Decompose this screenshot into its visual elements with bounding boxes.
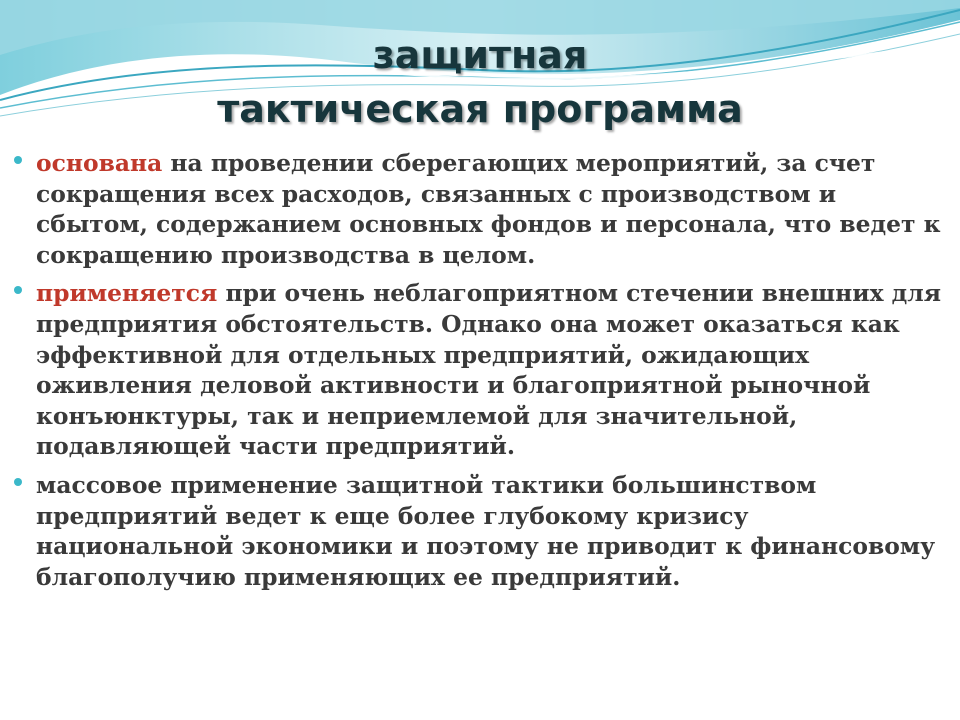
slide-title [0,28,960,136]
bullet-item [14,470,949,592]
slide-title-line1: защитная [372,33,588,77]
bullet-dot-icon [14,286,22,294]
bullet-item [14,278,949,462]
bullet-lead: применяется [36,279,218,308]
bullet-lead: основана [36,149,163,177]
slide-title-line2: тактическая программа [217,87,743,131]
bullet-text: при очень неблагоприятном стечении внешних для предприятия обстоятельств. Однако она может оказаться как эффективной для отдельных предприятий, ожидающих оживления деловой активности и благоприятной рыночной конъюнктуры, так и неприемлемой для значительной, подавляющей части предприятий. [36,279,942,461]
bullet-dot-icon [14,156,22,164]
bullet-list [14,148,949,600]
bullet-dot-icon [14,478,22,486]
bullet-text: на проведении сберегающих мероприятий, за счет сокращения всех расходов, связанных с производством и сбытом, содержанием основных фондов и персонала, что ведет к сокращению производства в целом. [36,149,941,269]
bullet-text: массовое применение защитной тактики большинством предприятий ведет к еще более глубокому кризису национальной экономики и поэтому не приводит к финансовому благополучию применяющих ее предприятий. [36,470,936,591]
bullet-item [14,148,949,270]
